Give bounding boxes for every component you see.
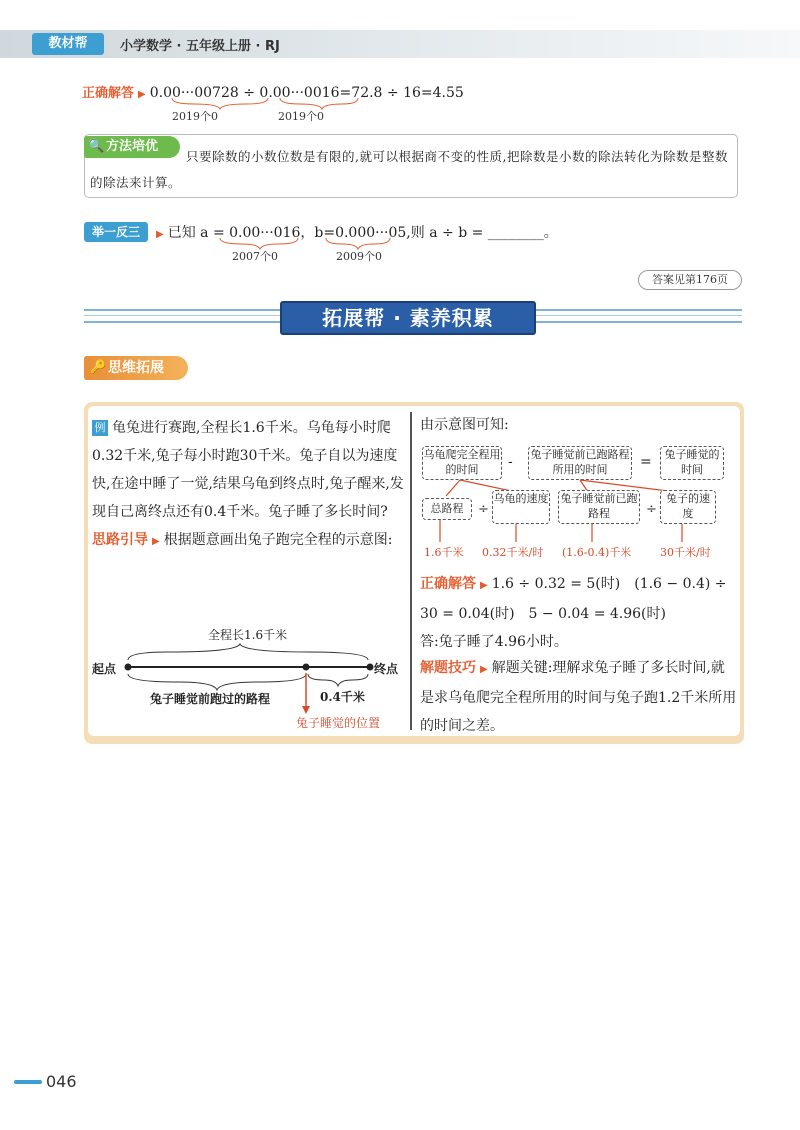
diagram-total-label: 全程长1.6千米 — [208, 628, 288, 642]
triangle-icon: ▶ — [152, 536, 160, 547]
practice-tag: 举一反三 — [84, 222, 148, 242]
flow-value-tortoise-speed: 0.32千米/时 — [482, 546, 544, 559]
brace-label-a: 2019个0 — [172, 110, 218, 123]
example-answer-label: 正确解答 — [420, 576, 476, 592]
answer-reference: 答案见第176页 — [638, 270, 742, 290]
flow-box-sleep-time: 兔子睡觉的时间 — [660, 446, 724, 480]
correct-answer-equation: 0.00···00728 ÷ 0.00···0016=72.8 ÷ 16=4.55 — [149, 85, 464, 101]
flow-box-rabbit-run-time: 兔子睡觉前已跑路程所用的时间 — [528, 446, 632, 480]
method-text: 只要除数的小数位数是有限的,就可以根据商不变的性质,把除数是小数的除法转化为除数是整数的除法来计算。 — [90, 149, 728, 190]
flow-box-total-distance: 总路程 — [422, 498, 472, 520]
practice-brace-b: 2009个0 — [336, 250, 382, 263]
magnifier-icon: 🔍 — [88, 139, 105, 154]
triangle-icon: ▶ — [138, 89, 146, 100]
flow-box-tortoise-time: 乌龟爬完全程用的时间 — [422, 446, 502, 480]
page-number: 046 — [46, 1072, 77, 1091]
header-title: 小学数学 · 五年级上册 · RJ — [120, 39, 280, 54]
example-problem-text: 龟兔进行赛跑,全程长1.6千米。乌龟每小时爬0.32千米,兔子每小时跑30千米。兔子自以为速度快,在途中睡了一觉,结果乌龟到终点时,兔子醒来,发现自己离终点还有0.4千米。兔子睡了多长时间? — [92, 420, 404, 520]
triangle-icon: ▶ — [156, 229, 164, 240]
guide-label: 思路引导 — [92, 532, 148, 548]
correct-answer-label: 正确解答 — [82, 86, 135, 101]
diagram-sleep-position: 兔子睡觉的位置 — [296, 716, 381, 730]
right-intro: 由示意图可知: — [420, 417, 509, 433]
diagram-before-sleep: 兔子睡觉前跑过的路程 — [150, 692, 271, 706]
flow-value-rabbit-distance: (1.6-0.4)千米 — [562, 546, 632, 559]
tip-label: 解题技巧 — [420, 660, 476, 676]
triangle-icon: ▶ — [480, 580, 488, 591]
flow-equals: = — [640, 454, 652, 470]
example-answer-final: 答:兔子睡了4.96小时。 — [420, 634, 568, 650]
diagram-remaining: 0.4千米 — [320, 690, 365, 704]
section-banner: 拓展帮 · 素养积累 — [280, 301, 536, 335]
example-answer-line2: 30 = 0.04(时) 5 − 0.04 = 4.96(时) — [420, 606, 666, 622]
example-problem — [92, 414, 404, 556]
column-divider — [410, 412, 412, 730]
practice-brace-a: 2007个0 — [232, 250, 278, 263]
method-tag-label: 方法培优 — [106, 139, 159, 154]
flow-value-distance: 1.6千米 — [424, 546, 464, 559]
diagram-end: 终点 — [374, 662, 399, 676]
flow-divide-2: ÷ — [646, 502, 657, 517]
page-number-bar — [14, 1080, 42, 1084]
tip-text: 解题关键:理解求兔子睡了多长时间,就是求乌龟爬完全程所用的时间与兔子跑1.2千米所用的时间之差。 — [420, 660, 737, 734]
flow-minus: - — [508, 454, 513, 470]
example-answer-line1: 1.6 ÷ 0.32 = 5(时) (1.6 − 0.4) ÷ — [491, 576, 727, 592]
triangle-icon: ▶ — [480, 664, 488, 675]
flow-box-rabbit-run-distance: 兔子睡觉前已跑路程 — [558, 490, 640, 524]
flow-divide-1: ÷ — [478, 502, 489, 517]
guide-text: 根据题意画出兔子跑完全程的示意图: — [163, 532, 393, 548]
brace-label-b: 2019个0 — [278, 110, 324, 123]
example-tag: 例 — [92, 420, 108, 436]
example-answer — [420, 570, 738, 656]
header-tag: 教材帮 — [32, 33, 104, 55]
diagram-start: 起点 — [92, 662, 117, 676]
flow-box-rabbit-speed: 兔子的速度 — [660, 490, 716, 524]
key-icon: 🔑 — [90, 360, 107, 375]
flow-box-tortoise-speed: 乌龟的速度 — [492, 490, 550, 524]
solving-tip — [420, 654, 738, 740]
flow-value-rabbit-speed: 30千米/时 — [660, 546, 711, 559]
thinking-tag-label: 思维拓展 — [108, 360, 164, 376]
practice-text: 已知 a = 0.00···016，b=0.000···05,则 a ÷ b = ________。 — [167, 225, 558, 241]
thinking-tag — [84, 356, 188, 380]
